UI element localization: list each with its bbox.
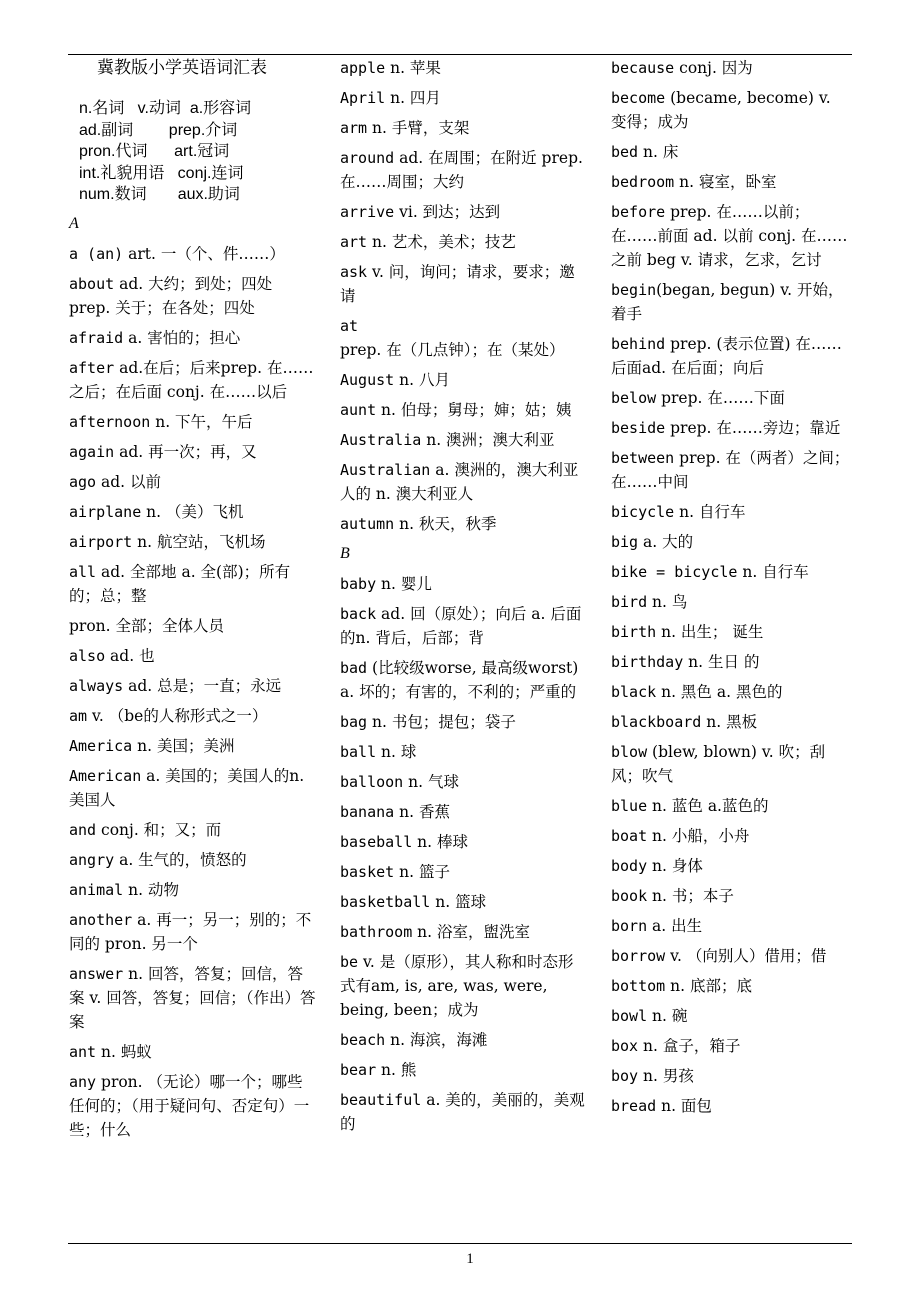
vocab-entry (611, 794, 851, 818)
vocab-entry (340, 830, 585, 854)
entry-word: borrow (611, 947, 666, 965)
vocab-entry (611, 200, 851, 272)
column-2 (340, 56, 585, 1142)
entry-word: because (611, 59, 675, 77)
vocab-entry (611, 86, 851, 134)
vocab-entry (69, 764, 317, 812)
entry-definition: n. 浴室，盥洗室 (412, 923, 531, 941)
vocab-entry (69, 644, 317, 668)
vocab-entry (611, 446, 851, 494)
vocab-entry (611, 1064, 851, 1088)
entry-word: art (340, 233, 368, 251)
entry-definition: ad. 总是；一直；永远 (123, 676, 282, 695)
entry-definition: n. 书；本子 (647, 887, 734, 905)
vocab-entry (611, 140, 851, 164)
entry-definition: conj. 因为 (674, 59, 753, 77)
entry-list (340, 572, 585, 1136)
vocab-entry (69, 440, 317, 464)
vocab-entry (611, 1094, 851, 1118)
vocab-entry (611, 332, 851, 380)
entry-definition: a. 澳洲的，澳大利亚人的 n. 澳大利亚人 (340, 461, 579, 503)
entry-word: bed (611, 143, 639, 161)
vocab-entry (340, 602, 585, 650)
entry-definition: n. 盒子，箱子 (638, 1037, 741, 1055)
vocab-entry (340, 428, 585, 452)
entry-definition: a. 美国的；美国人的n. 美国人 (69, 766, 305, 809)
entry-definition: n. 面包 (656, 1097, 712, 1115)
entry-definition: n. 小船，小舟 (647, 827, 750, 845)
entry-list (69, 242, 317, 1142)
entry-word: aunt (340, 401, 377, 419)
vocab-entry (611, 1034, 851, 1058)
vocab-entry (69, 908, 317, 956)
entry-word: bike = bicycle (611, 563, 738, 581)
vocab-entry (69, 530, 317, 554)
vocab-entry (611, 500, 851, 524)
entry-definition: ad. 回（原处）；向后 a. 后面的n. 背后，后部；背 (340, 605, 582, 647)
entry-definition: prep. 在……旁边；靠近 (665, 419, 841, 437)
vocab-entry (340, 656, 585, 704)
entry-definition: v. 是（原形），其人称和时态形式有am, is, are, was, were, being, been；成为 (340, 953, 574, 1019)
entry-definition: pron. 全部；全体人员 (69, 616, 225, 635)
entry-definition: n. 生日 的 (683, 653, 760, 671)
entry-word: Australian (340, 461, 431, 479)
entry-definition: n. 身体 (647, 857, 703, 875)
entry-word: box (611, 1037, 639, 1055)
entry-definition: pron. （无论）哪一个；哪些 任何的；（用于疑问句、否定句）一些；什么 (69, 1072, 310, 1139)
entry-word: airplane (69, 502, 142, 521)
vocab-entry (69, 356, 317, 404)
entry-word: airport (69, 532, 133, 551)
vocab-entry (340, 230, 585, 254)
section-letter-b: B (340, 545, 350, 562)
entry-definition: v. （向别人）借用；借 (665, 947, 827, 965)
entry-word: birthday (611, 653, 684, 671)
entry-definition: vi. 到达；达到 (394, 203, 501, 221)
vocab-entry (340, 200, 585, 224)
vocab-entry (611, 278, 851, 326)
entry-definition: a. 美的，美丽的，美观的 (340, 1091, 585, 1133)
entry-definition: n. 婴儿 (376, 575, 432, 593)
entry-definition: n. 蚂蚁 (96, 1042, 152, 1061)
entry-word: autumn (340, 515, 395, 533)
entry-definition: n. 手臂，支架 (367, 119, 470, 137)
vocab-entry (69, 326, 317, 350)
entry-definition: n. 篮子 (394, 863, 450, 881)
entry-word: bag (340, 713, 368, 731)
entry-word: bad (340, 659, 368, 677)
entry-definition: n. 寝室，卧室 (674, 173, 777, 191)
entry-definition: n. 碗 (647, 1007, 688, 1025)
vocab-entry (340, 458, 585, 506)
entry-definition: n. 美国；美洲 (132, 736, 235, 755)
entry-word: ago (69, 472, 97, 491)
entry-word: arm (340, 119, 368, 137)
entry-word: book (611, 887, 648, 905)
entry-definition: n. 底部；底 (665, 977, 752, 995)
entry-definition: n. 动物 (123, 880, 179, 899)
vocab-entry (611, 740, 851, 788)
vocab-entry (340, 770, 585, 794)
vocab-entry (611, 974, 851, 998)
entry-definition: n. 香蕉 (394, 803, 450, 821)
vocab-entry (340, 116, 585, 140)
entry-word: answer (69, 964, 124, 983)
entry-word: at (340, 317, 359, 335)
entry-word: ball (340, 743, 377, 761)
vocab-entry (69, 560, 317, 608)
entry-word: any (69, 1072, 97, 1091)
abbrev-row: n.名词 v.动词 a.形容词 (79, 100, 252, 117)
vocab-entry (611, 680, 851, 704)
entry-definition: n. 鸟 (647, 593, 688, 611)
entry-word: angry (69, 850, 115, 869)
vocab-entry (340, 890, 585, 914)
entry-word: afraid (69, 328, 124, 347)
entry-word: behind (611, 335, 666, 353)
entry-word: bathroom (340, 923, 413, 941)
entry-word: bread (611, 1097, 657, 1115)
entry-word: Australia (340, 431, 422, 449)
vocab-entry (611, 650, 851, 674)
entry-word: ant (69, 1042, 97, 1061)
entry-definition: n. （美）飞机 (141, 502, 244, 521)
vocab-entry (69, 818, 317, 842)
entry-definition: n. 秋天，秋季 (394, 515, 497, 533)
entry-definition: n. 航空站，飞机场 (132, 532, 266, 551)
abbrev-row: pron.代词 art.冠词 (79, 143, 230, 160)
entry-definition: (began, begun) v. 开始，着手 (611, 281, 844, 323)
vocab-entry (340, 398, 585, 422)
entry-word: beside (611, 419, 666, 437)
vocab-entry (69, 614, 317, 638)
entry-definition: n. 出生； 诞生 (656, 623, 764, 641)
entry-list (340, 56, 585, 536)
entry-word: blue (611, 797, 648, 815)
entry-word: bird (611, 593, 648, 611)
vocab-entry (611, 590, 851, 614)
vocab-entry (611, 170, 851, 194)
column-1 (69, 56, 317, 1148)
vocab-entry (340, 368, 585, 392)
vocab-entry (69, 470, 317, 494)
top-rule (68, 54, 852, 55)
vocab-entry (611, 944, 851, 968)
entry-word: basket (340, 863, 395, 881)
entry-definition: n. 回答，答复；回信，答案 v. 回答，答复；回信；（作出）答案 (69, 964, 316, 1031)
vocab-entry (69, 878, 317, 902)
vocab-entry (69, 1070, 317, 1142)
entry-definition: n. 球 (376, 743, 417, 761)
vocab-entry (69, 704, 317, 728)
entry-word: bedroom (611, 173, 675, 191)
vocab-entry (69, 500, 317, 524)
entry-definition: n. 黑色 a. 黑色的 (656, 683, 783, 701)
abbrev-row: ad.副词 prep.介词 (79, 121, 238, 139)
entry-definition: prep. 在（两者）之间；在……中间 (611, 449, 850, 491)
entry-word: am (69, 706, 88, 725)
entry-definition: a. 出生 (647, 917, 703, 935)
page-title: 冀教版小学英语词汇表 (97, 58, 267, 77)
entry-word: below (611, 389, 657, 407)
entry-word: become (611, 89, 666, 107)
entry-definition: ad. 以前 (96, 472, 162, 491)
entry-definition: n. 海滨，海滩 (385, 1031, 488, 1049)
entry-definition: prep. 在……以前；在……前面 ad. 以前 conj. 在……之前 beg v. 请求，乞求，乞讨 (611, 203, 848, 269)
entry-definition: v. （be的人称形式之一） (87, 706, 268, 725)
vocab-entry (340, 920, 585, 944)
entry-word: bicycle (611, 503, 675, 521)
entry-definition: a. 再一；另一；别的；不同的 pron. 另一个 (69, 910, 312, 953)
entry-definition: art. 一（个、件……） (123, 244, 285, 263)
entry-word: baby (340, 575, 377, 593)
entry-word: boat (611, 827, 648, 845)
abbrev-row: int.礼貌用语 conj.连词 (79, 164, 244, 182)
entry-word: banana (340, 803, 395, 821)
vocab-entry (611, 854, 851, 878)
entry-word: America (69, 736, 133, 755)
entry-word: afternoon (69, 412, 151, 431)
entry-definition: n. 床 (638, 143, 679, 161)
vocab-entry (340, 800, 585, 824)
entry-word: balloon (340, 773, 404, 791)
entry-word: baseball (340, 833, 413, 851)
vocab-entry (340, 86, 585, 110)
entry-word: body (611, 857, 648, 875)
entry-word: blackboard (611, 713, 702, 731)
entry-definition: ad. 也 (105, 646, 155, 665)
entry-word: always (69, 676, 124, 695)
bottom-rule (68, 1243, 852, 1244)
entry-word: be (340, 953, 359, 971)
vocab-entry (611, 386, 851, 410)
entry-word: before (611, 203, 666, 221)
entry-definition: n. 澳洲；澳大利亚 (421, 431, 555, 449)
entry-definition: n. 熊 (376, 1061, 417, 1079)
vocab-entry (611, 620, 851, 644)
entry-word: back (340, 605, 377, 623)
abbrev-row: num.数词 aux.助词 (79, 186, 240, 203)
entry-word: born (611, 917, 648, 935)
entry-word: arrive (340, 203, 395, 221)
entry-definition: n. 伯母；舅母；婶；姑；姨 (376, 401, 572, 419)
entry-definition: ad. 在周围；在附近 prep. 在……周围；大约 (340, 149, 583, 191)
entry-word: August (340, 371, 395, 389)
entry-definition: a. 大的 (638, 533, 694, 551)
vocab-entry (611, 530, 851, 554)
entry-word: animal (69, 880, 124, 899)
vocab-entry (340, 1058, 585, 1082)
entry-word: April (340, 89, 386, 107)
entry-definition: (blew, blown) v. 吹；刮风；吹气 (611, 743, 826, 785)
vocab-entry (340, 860, 585, 884)
entry-word: blow (611, 743, 648, 761)
entry-definition: prep. 在（几点钟）；在（某处） (340, 341, 565, 359)
entry-word: begin (611, 281, 657, 299)
entry-word: bottom (611, 977, 666, 995)
vocab-entry (340, 56, 585, 80)
entry-definition: ad. 大约；到处；四处 prep. 关于；在各处；四处 (69, 274, 273, 317)
entry-word: another (69, 910, 133, 929)
vocab-entry (611, 914, 851, 938)
vocab-entry (340, 1028, 585, 1052)
entry-word: bear (340, 1061, 377, 1079)
entry-definition: prep. 在……下面 (656, 389, 785, 407)
vocab-entry (340, 260, 585, 308)
entry-definition: n. 艺术，美术；技艺 (367, 233, 516, 251)
vocab-entry (611, 56, 851, 80)
entry-definition: (became, become) v. 变得；成为 (611, 89, 831, 131)
vocab-entry (340, 740, 585, 764)
entry-list (611, 56, 851, 1118)
entry-definition: n. 四月 (385, 89, 441, 107)
column-3 (611, 56, 851, 1124)
entry-word: ask (340, 263, 368, 281)
entry-definition: (比较级worse, 最高级worst) a. 坏的；有害的，不利的；严重的 (340, 659, 579, 701)
entry-definition: a. 害怕的；担心 (123, 328, 241, 347)
entry-definition: ad. 全部地 a. 全(部)；所有的；总；整 (69, 562, 291, 605)
entry-definition: n. 蓝色 a.蓝色的 (647, 797, 769, 815)
entry-word: beautiful (340, 1091, 422, 1109)
entry-word: big (611, 533, 639, 551)
entry-definition: n. 书包；提包；袋子 (367, 713, 516, 731)
entry-definition: n. 棒球 (412, 833, 469, 851)
vocab-entry (611, 416, 851, 440)
entry-word: also (69, 646, 106, 665)
entry-definition: a. 生气的，愤怒的 (114, 850, 247, 869)
entry-word: basketball (340, 893, 431, 911)
entry-definition: n. 自行车 (674, 503, 746, 521)
entry-definition: n. 苹果 (385, 59, 441, 77)
vocab-entry (69, 410, 317, 434)
entry-definition: ad. 再一次；再，又 (114, 442, 257, 461)
vocab-entry (340, 146, 585, 194)
vocab-entry (611, 710, 851, 734)
entry-word: between (611, 449, 675, 467)
entry-word: after (69, 358, 115, 377)
vocab-entry (340, 572, 585, 596)
vocab-entry (69, 674, 317, 698)
entry-definition: n. 篮球 (430, 893, 487, 911)
entry-word: around (340, 149, 395, 167)
vocab-entry (69, 962, 317, 1034)
entry-word: bowl (611, 1007, 648, 1025)
entry-word: a (an) (69, 244, 124, 263)
entry-definition: n. 黑板 (701, 713, 758, 731)
vocab-entry (611, 824, 851, 848)
entry-definition: conj. 和；又；而 (96, 820, 222, 839)
vocab-entry (611, 1004, 851, 1028)
entry-definition: prep. (表示位置) 在……后面ad. 在后面；向后 (611, 335, 842, 377)
vocab-entry (340, 1088, 585, 1136)
abbreviation-legend (69, 98, 317, 206)
entry-word: and (69, 820, 97, 839)
vocab-entry (69, 242, 317, 266)
entry-word: birth (611, 623, 657, 641)
vocab-entry (340, 314, 585, 362)
vocab-entry (611, 560, 851, 584)
section-letter-a: A (69, 214, 79, 232)
entry-word: black (611, 683, 657, 701)
vocab-entry (611, 884, 851, 908)
vocab-entry (69, 272, 317, 320)
entry-word: beach (340, 1031, 386, 1049)
entry-definition: n. 男孩 (638, 1067, 694, 1085)
page-number: 1 (466, 1251, 474, 1267)
entry-word: again (69, 442, 115, 461)
entry-word: boy (611, 1067, 639, 1085)
vocab-entry (69, 1040, 317, 1064)
entry-definition: n. 下午，午后 (150, 412, 253, 431)
entry-word: American (69, 766, 142, 785)
entry-word: apple (340, 59, 386, 77)
entry-word: about (69, 274, 115, 293)
vocab-entry (69, 848, 317, 872)
vocab-entry (69, 734, 317, 758)
entry-definition: v. 问，询问；请求，要求；邀请 (340, 263, 575, 305)
entry-definition: n. 自行车 (737, 563, 809, 581)
vocab-entry (340, 710, 585, 734)
entry-definition: n. 八月 (394, 371, 450, 389)
entry-definition: ad.在后；后来prep. 在……之后；在后面 conj. 在……以后 (69, 358, 314, 401)
vocab-entry (340, 512, 585, 536)
entry-definition: n. 气球 (403, 773, 459, 791)
entry-word: all (69, 562, 97, 581)
vocab-entry (340, 950, 585, 1022)
